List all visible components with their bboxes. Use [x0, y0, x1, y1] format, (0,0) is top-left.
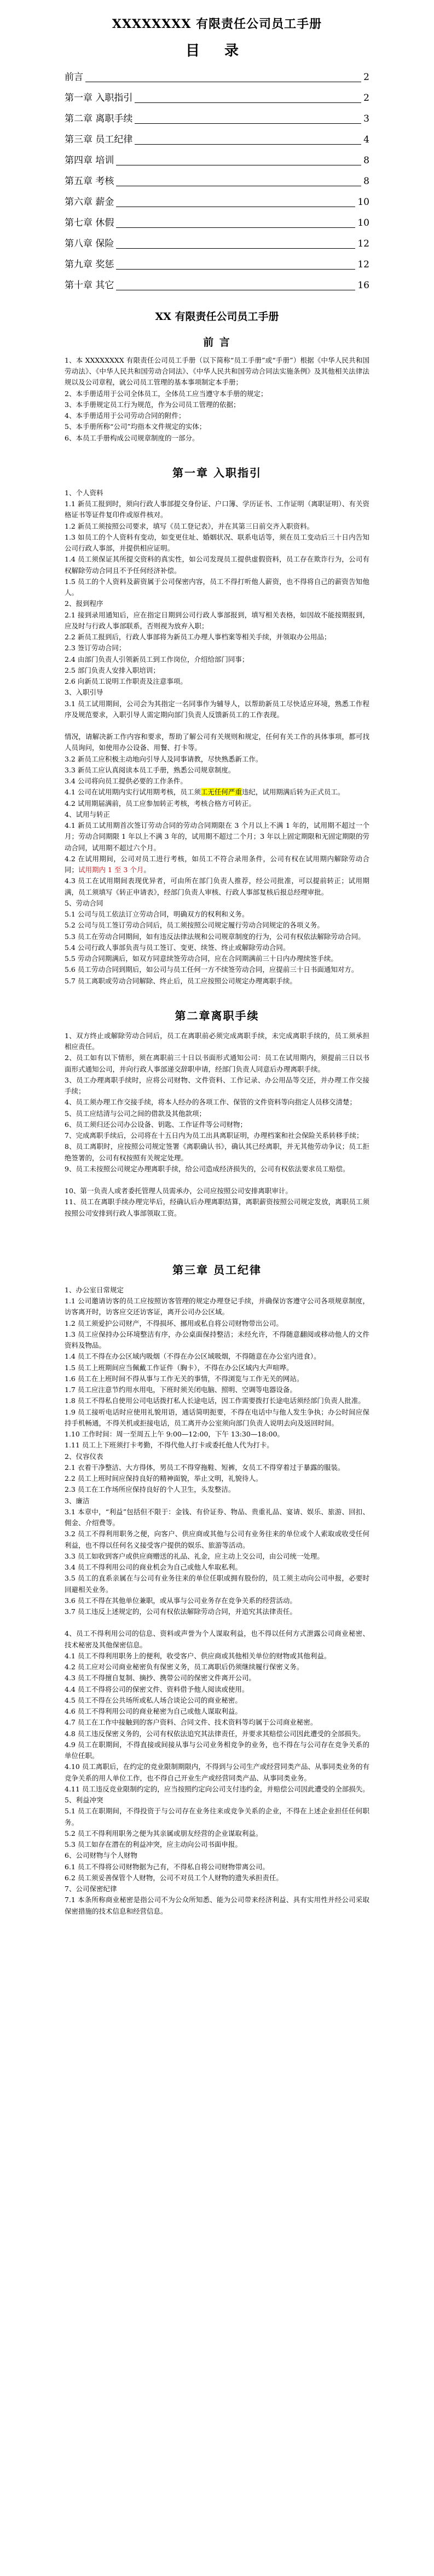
toc-item[interactable] — [65, 254, 369, 275]
document-title: XXXXXXXX 有限责任公司员工手册 — [112, 17, 322, 31]
paragraph: 5.2 员工不得利用职务之便为其亲属或朋友经营的企业谋取利益。 — [65, 1829, 263, 1837]
paragraph: 4.4 员工不得将公司的保密文件、资料借予他人阅读或使用。 — [65, 1685, 249, 1693]
paragraph: 2.2 员工上班时间应保持良好的精神面貌，举止文明，礼貌待人。 — [65, 1474, 263, 1483]
toc-item-page: 16 — [357, 280, 369, 291]
paragraph: 1.9 员工接听电话时应使用礼貌用语，通话简明扼要，不得在电话中与他人发生争执；办公时间应保持手机畅通，不得关机或拒接电话，员工离开办公室须向部门负责人说明去向及返回时间。 — [65, 1407, 369, 1427]
paragraph: 1.11 员工上下班须打卡考勤，不得代他人打卡或委托他人代为打卡。 — [65, 1441, 274, 1450]
paragraph: 3.3 员工如收到客户或供应商赠送的礼品、礼金，应主动上交公司，由公司统一处理。 — [65, 1552, 324, 1560]
paragraph: 5、员工应结清与公司之间的借款及其他款项； — [65, 1109, 206, 1118]
blank-line — [65, 1617, 369, 1628]
text-run: 违纪，试用期满后转为正式员工。 — [241, 788, 345, 797]
toc-item-label: 第十章 其它 — [65, 280, 114, 291]
paragraph: 4.7 员工在工作中接触到的客户资料、合同文件、技术资料等均属于公司商业秘密。 — [65, 1718, 317, 1727]
toc-leader — [116, 248, 355, 249]
paragraph: 2.4 由部门负责人引领新员工到工作岗位，介绍给部门同事； — [65, 655, 249, 663]
paragraph: 11、员工在离职手续办理完毕后，经确认后办理离职结算，离职薪资按照公司规定发放，离职员工须按照公司安排到行政人事部领取工资。 — [65, 1198, 369, 1217]
paragraph: 4.9 员工在职期间，不得直接或间接从事与公司业务相竞争的业务，也不得在与公司存在竞争关系的单位任职。 — [65, 1740, 369, 1760]
toc-item-label: 第七章 休假 — [65, 217, 114, 229]
paragraph: 1、本 XXXXXXXX 有限责任公司员工手册（以下简称“员工手册”或“手册”）根据《中华人民共和国劳动法》、《中华人民共和国劳动合同法》、《中华人民共和国劳动合同法实施条例》及其他相关法律法规以及公司章程，就公司员工管理的基本事项制定本手册； — [65, 356, 369, 387]
text-run: 。 — [143, 866, 151, 874]
chapter-1-body — [65, 488, 369, 987]
paragraph: 6、员工须归还公司办公设备、钥匙、工作证件等公司财物； — [65, 1120, 247, 1129]
toc-item-label: 第八章 保险 — [65, 238, 114, 250]
paragraph: 5.6 员工劳动合同到期后，如公司与员工任何一方不续签劳动合同，应提前三十日书面通知对方。 — [65, 965, 358, 974]
paragraph-with-highlight — [65, 787, 369, 798]
paragraph: 1、个人资料 — [65, 488, 103, 497]
paragraph-with-red-text — [65, 854, 369, 876]
paragraph: 4.3 员工在试用期间表现优异者，可由所在部门负责人推荐，经公司批准，可以提前转正；试用期满，员工须填写《转正申请表》，经部门负责人审核、行政人事部复核后报总经理审批。 — [65, 877, 369, 896]
paragraph: 1.2 员工须爱护公司财产，不得损坏、挪用或私自将公司财物带出公司。 — [65, 1319, 283, 1327]
paragraph: 2、仪容仪表 — [65, 1452, 103, 1461]
paragraph: 4、试用与转正 — [65, 810, 110, 818]
paragraph: 6.1 员工不得将公司财物据为己有，不得私自将公司财物带离公司。 — [65, 1862, 269, 1871]
paragraph: 1.7 员工应注意节约用水用电，下班时须关闭电脑、照明、空调等电器设备。 — [65, 1386, 297, 1394]
paragraph: 5、利益冲突 — [65, 1796, 103, 1805]
paragraph: 5、本手册所称“公司”均指本文件规定的实体； — [65, 422, 206, 431]
toc-item-page: 8 — [363, 176, 369, 187]
toc-item-page: 2 — [363, 93, 369, 104]
paragraph: 6、本员工手册构成公司规章制度的一部分。 — [65, 433, 199, 442]
paragraph: 4.8 员工违反保密义务的，公司有权依法追究其法律责任，并要求其赔偿公司因此遭受的全部损失。 — [65, 1729, 365, 1738]
paragraph: 2.3 签订劳动合同； — [65, 644, 126, 652]
paragraph: 3.3 新员工应认真阅读本员工手册，熟悉公司规章制度。 — [65, 765, 235, 774]
paragraph: 1.5 员工上班期间应当佩戴工作证件（胸卡），不得在办公区域内大声喧哗。 — [65, 1363, 293, 1372]
paragraph: 3.6 员工不得在其他单位兼职，或从事与公司业务存在竞争关系的经营活动。 — [65, 1596, 297, 1605]
paragraph: 3.1 本章中，“利益”包括但不限于：金钱、有价证券、物品、贵重礼品、宴请、娱乐、旅游、回扣、佣金、介绍费等。 — [65, 1507, 369, 1527]
paragraph: 5.4 公司行政人事部负责与员工签订、变更、续签、终止或解除劳动合同。 — [65, 943, 290, 952]
paragraph: 6.2 员工须妥善保管个人财物，公司不对员工个人财物的遗失承担责任。 — [65, 1873, 283, 1882]
paragraph: 5.2 公司与员工签订劳动合同后，员工须按照公司规定履行劳动合同规定的各项义务。 — [65, 921, 324, 930]
paragraph: 4.1 新员工试用期首次签订劳动合同的劳动合同期限在 3 个月以上不满 1 年的，试用期不超过一个月；劳动合同期限 1 年以上不满 3 年的，试用期不超过二个月；3 年以上固定期限和无固定期限的劳动合同，试用期不超过六个月。 — [65, 821, 369, 852]
chapter-3-body — [65, 1285, 369, 1917]
toc-item[interactable] — [65, 67, 369, 88]
toc-item-page: 12 — [357, 259, 369, 271]
paragraph: 3、廉洁 — [65, 1496, 90, 1505]
paragraph: 5.7 员工离职或劳动合同解除、终止后，员工应按照公司规定办理离职手续。 — [65, 976, 297, 985]
paragraph: 7、公司保密纪律 — [65, 1885, 117, 1893]
toc-item[interactable] — [65, 150, 369, 171]
toc-item-label: 第三章 员工纪律 — [65, 134, 133, 146]
paragraph: 5.1 公司与员工依法订立劳动合同，明确双方的权利和义务。 — [65, 910, 249, 919]
paragraph: 2.1 接到录用通知后，应在指定日期到公司行政人事部报到，填写相关表格，如因故不能按期报到，应及时与行政人事部联系，否则视为放弃入职； — [65, 610, 369, 630]
paragraph: 3.4 员工不得利用公司的商业机会为自己或他人牟取私利。 — [65, 1563, 242, 1572]
paragraph: 2、报到程序 — [65, 599, 103, 608]
paragraph: 3.1 员工试用期间，公司会为其指定一名同事作为辅导人，以帮助新员工尽快适应环境，熟悉工作程序及规范要求，入职引导人需定期向部门负责人反馈新员工的工作表现。 — [65, 699, 369, 719]
paragraph: 4、员工不得利用公司的信息、资料或声誉为个人谋取利益，也不得以任何方式泄露公司商业秘密、技术秘密及其他保密信息。 — [65, 1629, 369, 1649]
toc-item-label: 第二章 离职手续 — [65, 113, 133, 125]
toc-item[interactable] — [65, 171, 369, 192]
blank-line — [65, 720, 369, 731]
toc-item[interactable] — [65, 213, 369, 233]
paragraph: 1.5 员工的个人资料及薪资属于公司保密内容，员工不得打听他人薪资，也不得将自己的薪资告知他人。 — [65, 577, 369, 597]
paragraph: 1.1 公司邀请访客的员工应按照访客管理的规定办理登记手续，并确保访客遵守公司各项规章制度，访客离开时，访客应交还访客证，离开公司办公区域。 — [65, 1297, 369, 1316]
paragraph: 1.10 工作时间：周一至周五上午 9:00—12:00，下午 13:30—18:00。 — [65, 1430, 284, 1439]
paragraph: 2、员工如有以下情形，须在离职前三十日以书面形式通知公司：员工在试用期内，须提前三日以书面形式通知公司，并向行政人事部递交辞职申请，经部门负责人同意后办理离职手续。 — [65, 1054, 369, 1073]
toc-item-label: 第五章 考核 — [65, 176, 114, 187]
paragraph: 2.2 新员工报到后，行政人事部将为新员工办理人事档案等相关手续，并领取办公用品； — [65, 633, 331, 642]
paragraph: 1.4 员工须保证其所提交资料的真实性，如公司发现员工提供虚假资料，员工存在欺诈行为，公司有权解除劳动合同且不予任何经济补偿。 — [65, 555, 369, 575]
paragraph: 情况，请解决新工作内容和要求，帮助了解公司有关规则和规定，任何有关工作的具体事项，都可找人员询问，如使用办公设备、用餐、打卡等。 — [65, 732, 369, 752]
toc-item-page: 4 — [363, 134, 369, 146]
toc-heading: 目 录 — [185, 42, 249, 59]
paragraph: 1.1 新员工报到时，须向行政人事部提交身份证、户口簿、学历证书、工作证明（离职证明）、有关资格证书等证件复印件或原件核对。 — [65, 500, 369, 519]
toc-item[interactable] — [65, 129, 369, 150]
paragraph: 2.3 员工在工作场所应保持良好的个人卫生，头发整洁。 — [65, 1485, 235, 1494]
toc-item-label: 第六章 薪金 — [65, 197, 114, 208]
toc-item[interactable] — [65, 192, 369, 213]
paragraph: 10、第一负责人或者委托管理人员需承办，公司应按照公司安排离职审计。 — [65, 1187, 292, 1195]
paragraph: 4、员工须办理工作交接手续，将本人经办的各项工作、保管的文件资料等向指定人员移交清楚； — [65, 1098, 356, 1107]
red-text: 试用期内 1 至 3 个月 — [78, 866, 144, 874]
toc-leader — [135, 102, 361, 103]
paragraph: 1.6 员工在上班时间不得从事与工作无关的事情，不得浏览与工作无关的网站。 — [65, 1374, 304, 1383]
preface-heading: 前 言 — [203, 336, 231, 349]
toc-item-label: 第九章 奖惩 — [65, 259, 114, 271]
paragraph: 7、完成离职手续后，公司将在十五日内为员工出具离职证明，办理档案和社会保险关系转移手续； — [65, 1131, 363, 1140]
paragraph: 1.3 如员工的个人资料有变动，如变更住址、婚姻状况、联系电话等，须在员工变动后三十日内告知公司行政人事部，并提供相应证明。 — [65, 533, 369, 553]
paragraph: 5.5 劳动合同期满后，如双方同意续签劳动合同，应在合同期满前三十日内办理续签手续。 — [65, 954, 338, 963]
toc-item[interactable] — [65, 88, 369, 108]
paragraph: 4、本手册适用于公司劳动合同的附件； — [65, 411, 186, 420]
paragraph: 3.4 公司将向员工提供必要的工作条件。 — [65, 777, 187, 786]
paragraph: 3.7 员工违反上述规定的，公司有权依法解除劳动合同，并追究其法律责任。 — [65, 1607, 297, 1616]
paragraph: 4.5 员工不得在公共场所或私人场合谈论公司的商业秘密。 — [65, 1696, 242, 1704]
preface-body — [65, 355, 369, 444]
paragraph: 2、本手册适用于公司全体员工，全体员工应当遵守本手册的规定； — [65, 389, 268, 398]
toc-item-label: 第一章 入职指引 — [65, 93, 133, 104]
toc-leader — [135, 123, 361, 124]
table-of-contents — [65, 67, 369, 296]
paragraph: 1.8 员工不得私自使用公司电话拨打私人长途电话，因工作需要拨打长途电话须经部门负责人批准。 — [65, 1396, 365, 1405]
toc-item-page: 10 — [357, 197, 369, 208]
paragraph: 6、公司财物与个人财物 — [65, 1851, 137, 1860]
toc-item-label: 第四章 培训 — [65, 155, 114, 167]
paragraph: 5.3 员工在劳动合同期间，如有违反法律法规和公司规章制度的行为，公司有权依法解除劳动合同。 — [65, 932, 365, 941]
paragraph: 1.3 员工应保持办公环境整洁有序，办公桌面保持整洁；未经允许，不得随意翻阅或移动他人的文件资料及物品。 — [65, 1330, 369, 1350]
toc-item-label: 前言 — [65, 72, 83, 83]
paragraph: 5、劳动合同 — [65, 898, 103, 907]
paragraph: 3.2 新员工应积极主动地向引导人及同事请教，尽快熟悉新工作。 — [65, 754, 263, 763]
toc-item-page: 12 — [357, 238, 369, 250]
paragraph: 4.6 员工不得利用公司的商业秘密为自己或他人谋取利益。 — [65, 1707, 242, 1716]
toc-item-page: 3 — [363, 113, 369, 125]
blank-line — [65, 1219, 369, 1241]
toc-item-page: 8 — [363, 155, 369, 167]
chapter-2-heading: 第二章离职手续 — [175, 1009, 259, 1022]
paragraph: 3、员工办理离职手续时，应将公司财物、文件资料、工作记录、办公用品等交还，并办理工作交接手续； — [65, 1075, 369, 1096]
highlighted-text: 工无任何严重 — [200, 788, 242, 797]
chapter-1-heading: 第一章 入职指引 — [172, 466, 262, 479]
paragraph: 3、本手册规定员工行为规范，作为公司员工管理的依据； — [65, 400, 240, 409]
paragraph: 1、办公室日常规定 — [65, 1285, 124, 1294]
toc-item[interactable] — [65, 233, 369, 254]
paragraph: 1、双方终止或解除劳动合同后，员工在离职前必须完成离职手续，未完成离职手续的，员工须承担相应责任。 — [65, 1031, 369, 1051]
chapter-3-heading: 第三章 员工纪律 — [172, 1263, 262, 1276]
paragraph: 5.1 员工在职期间，不得投资于与公司存在业务往来或竞争关系的企业，不得在上述企业担任任何职务。 — [65, 1807, 369, 1827]
toc-leader — [135, 144, 361, 145]
paragraph: 1.2 新员工须按照公司要求，填写《员工登记表》，并在其第三日前交齐入职资料。 — [65, 522, 314, 530]
handbook-title: XX 有限责任公司员工手册 — [155, 311, 279, 323]
paragraph: 4.2 试用期届满前，员工应参加转正考核，考核合格方可转正。 — [65, 799, 256, 808]
paragraph: 3、入职引导 — [65, 688, 103, 697]
toc-item-page: 10 — [357, 217, 369, 229]
paragraph: 4.10 员工离职后，在约定的竞业限制期限内，不得到与公司生产或经营同类产品、从事同类业务的有竞争关系的用人单位工作，也不得自己开业生产或经营同类产品、从事同类业务。 — [65, 1762, 369, 1782]
text-run: 4.2 在试用期间，公司对员工进行考核，如员工不符合录用条件，公司有权在试用期内解除劳动合同； — [65, 854, 369, 874]
blank-line — [65, 1175, 369, 1186]
chapter-2-body — [65, 1031, 369, 1219]
paragraph: 2.6 向新员工说明工作职责及注意事项。 — [65, 677, 187, 686]
paragraph: 3.2 员工不得利用职务之便，向客户、供应商或其他与公司有业务往来的单位或个人索取或收受任何利益，也不得以任何名义接受客户提供的娱乐、旅游等活动。 — [65, 1530, 369, 1549]
paragraph: 4.2 员工应对公司商业秘密负有保密义务，员工离职后仍须继续履行保密义务。 — [65, 1663, 304, 1671]
paragraph: 7.1 本条所称商业秘密是指公司不为公众所知悉、能为公司带来经济利益、具有实用性并经公司采取保密措施的技术信息和经营信息。 — [65, 1896, 369, 1915]
toc-item-page: 2 — [363, 72, 369, 83]
paragraph: 4.11 员工违反竞业限制约定的，应当按照约定向公司支付违约金，并赔偿公司因此遭受的全部损失。 — [65, 1784, 369, 1793]
toc-leader — [116, 227, 355, 228]
paragraph: 4.3 员工不得擅自复制、摘抄、携带公司的保密文件离开公司。 — [65, 1674, 256, 1682]
paragraph: 2.5 部门负责人安排入职培训； — [65, 666, 160, 674]
paragraph: 2.1 衣着干净整洁、大方得体，男员工不得穿拖鞋、短裤，女员工不得穿着过于暴露的服装。 — [65, 1463, 345, 1472]
paragraph: 8、员工离职时，应按照公司规定签署《离职确认书》，确认其已经离职，并无其他劳动争议；员工拒绝签署的，公司有权按照有关规定处理。 — [65, 1142, 369, 1162]
text-run: 4.1 公司在试用期内实行试用期考核，员工须 — [65, 788, 201, 797]
paragraph: 4.1 员工不得利用职务上的便利，收受客户、供应商或其他相关单位的财物或其他利益。 — [65, 1651, 331, 1660]
toc-item[interactable] — [65, 275, 369, 296]
paragraph: 9、员工未按照公司规定办理离职手续，给公司造成经济损失的，公司有权依法要求员工赔偿。 — [65, 1164, 350, 1173]
paragraph: 3.5 员工的直系亲属在与公司有业务往来的单位任职或拥有股份的，员工须主动向公司申报，必要时回避相关业务。 — [65, 1574, 369, 1594]
toc-item[interactable] — [65, 108, 369, 129]
toc-leader — [116, 269, 355, 270]
paragraph: 5.3 员工如存在潜在的利益冲突，应主动向公司书面申报。 — [65, 1840, 242, 1849]
paragraph: 1.4 员工不得在办公区域内吸烟（不得在办公区域吸烟，不得随意在办公室内进食）。 — [65, 1352, 321, 1361]
